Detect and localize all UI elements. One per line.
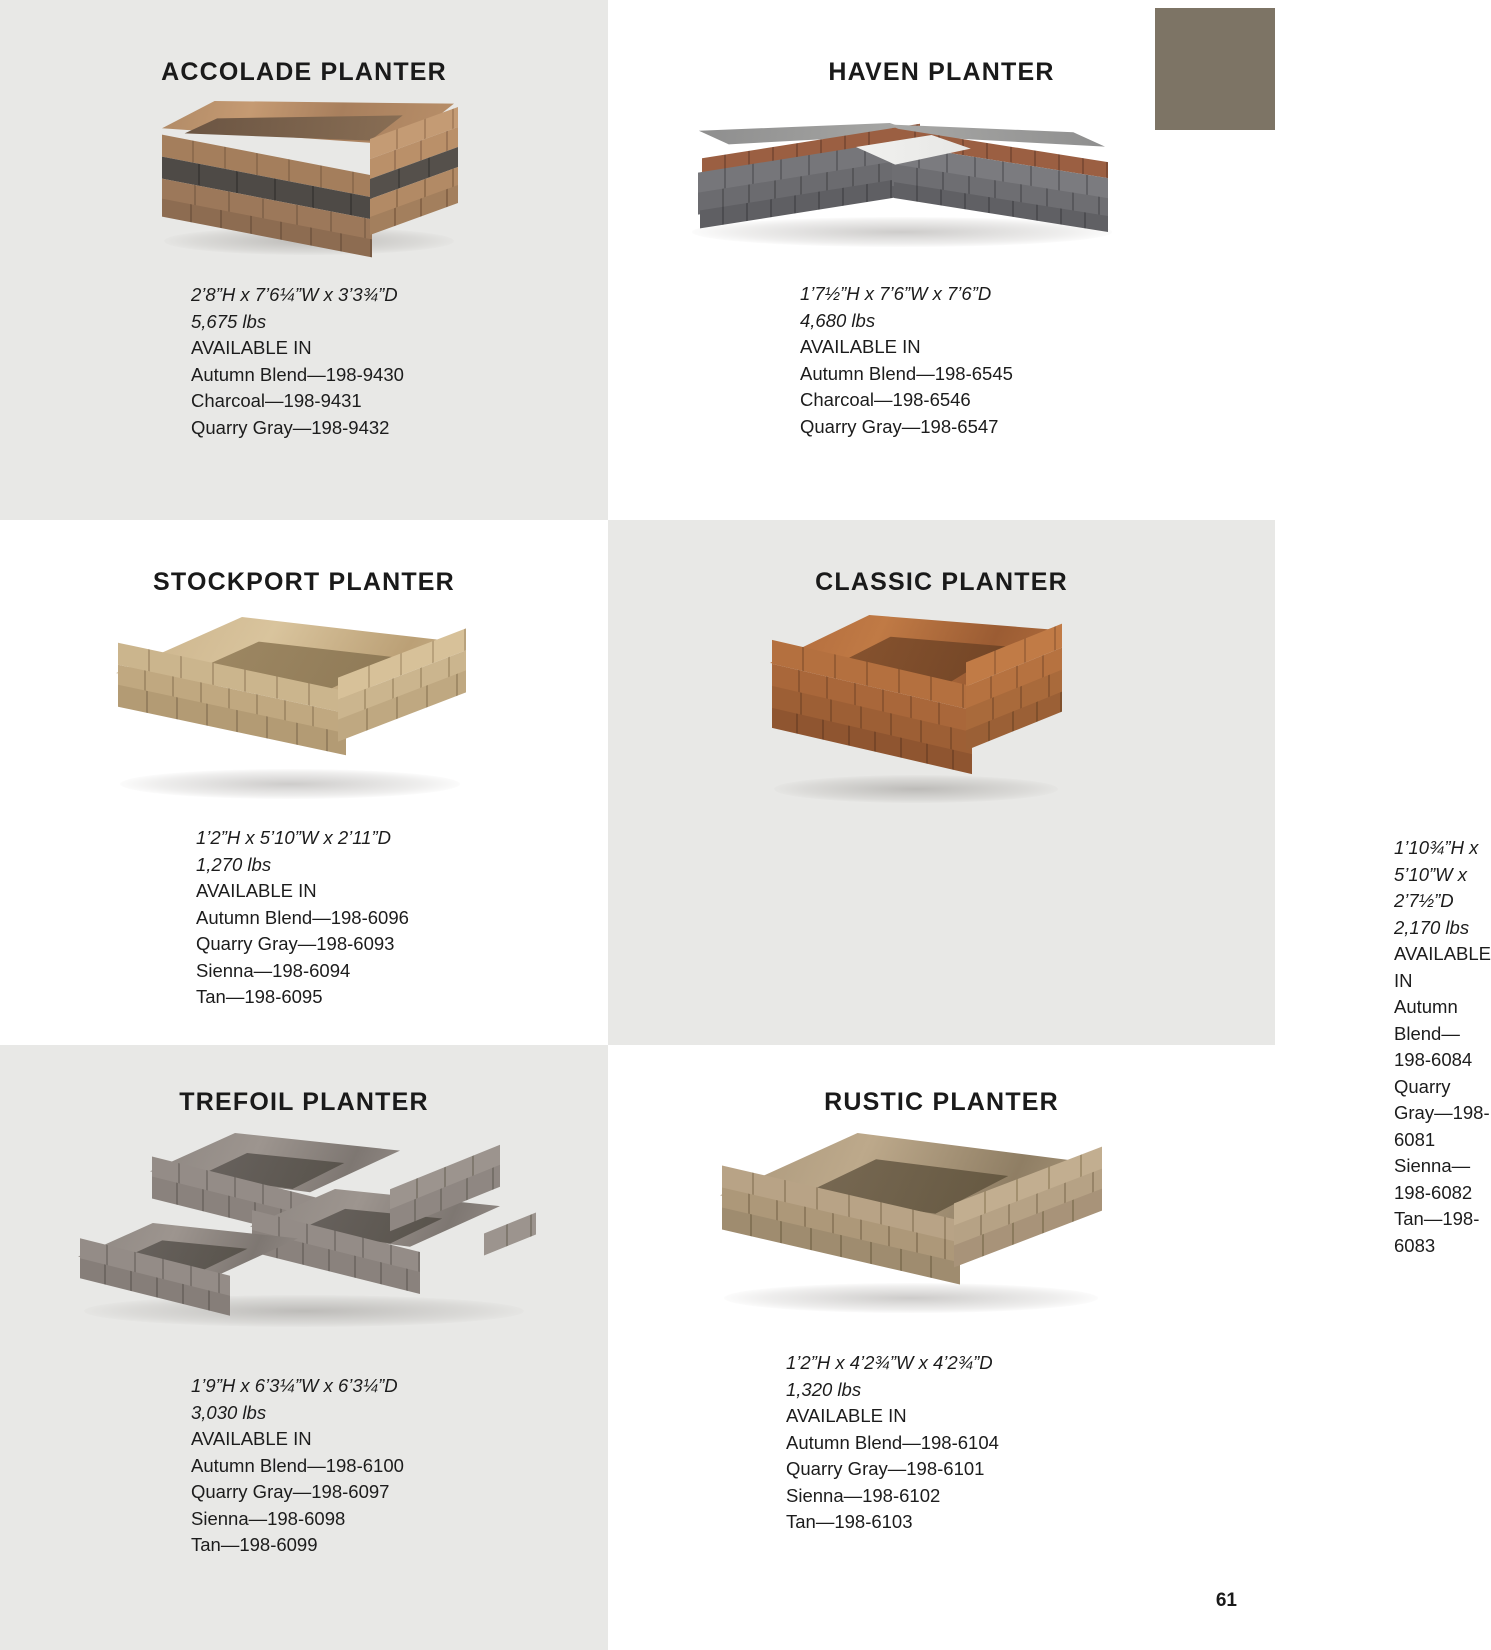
available-in-label: AVAILABLE IN <box>196 880 317 901</box>
product-card-haven <box>608 0 1275 520</box>
page-number: 61 <box>1215 1590 1237 1611</box>
haven-planter-photo <box>692 105 1112 245</box>
color-option: Tan—198-6083 <box>1394 1208 1480 1256</box>
color-option: Sienna—198-6082 <box>1394 1155 1473 1203</box>
color-option: Autumn Blend—198-6100 <box>191 1454 404 1476</box>
product-weight: 5,675 lbs <box>191 310 267 332</box>
classic-planter-photo <box>766 613 1066 803</box>
product-specs <box>786 1350 1275 1536</box>
color-option: Charcoal—198-9431 <box>191 390 362 411</box>
stockport-planter-photo <box>110 613 470 803</box>
color-option: Quarry Gray—198-9432 <box>191 416 390 438</box>
product-specs <box>191 1373 608 1559</box>
color-option: Quarry Gray—198-6101 <box>786 1458 985 1479</box>
color-option: Quarry Gray—198-6097 <box>191 1481 390 1502</box>
product-weight: 1,270 lbs <box>196 853 272 875</box>
color-option: Charcoal—198-6546 <box>800 389 971 410</box>
available-in-label: AVAILABLE IN <box>786 1405 907 1426</box>
color-option: Quarry Gray—198-6547 <box>800 415 999 437</box>
color-option: Sienna—198-6098 <box>191 1507 346 1529</box>
color-option: Autumn Blend—198-6545 <box>800 362 1013 384</box>
product-card-trefoil <box>0 1045 608 1650</box>
color-option: Tan—198-6095 <box>196 986 323 1007</box>
available-in-label: AVAILABLE IN <box>191 337 312 358</box>
product-title: ACCOLADE PLANTER <box>161 58 447 86</box>
product-weight: 2,170 lbs <box>1394 916 1470 938</box>
color-option: Autumn Blend—198-6096 <box>196 906 409 928</box>
available-in-label: AVAILABLE IN <box>191 1428 312 1449</box>
product-dimensions: 2’8”H x 7’6¼”W x 3’3¾”D <box>191 284 398 305</box>
available-in-label: AVAILABLE IN <box>800 336 921 357</box>
product-dimensions: 1’10¾”H x 5’10”W x 2’7½”D <box>1394 837 1479 911</box>
product-weight: 4,680 lbs <box>800 309 876 331</box>
product-weight: 3,030 lbs <box>191 1401 267 1423</box>
trefoil-planter-photo <box>74 1127 534 1327</box>
color-option: Autumn Blend—198-6084 <box>1394 996 1473 1070</box>
product-title: CLASSIC PLANTER <box>815 568 1068 596</box>
accolade-planter-photo <box>158 99 458 254</box>
product-dimensions: 1’2”H x 5’10”W x 2’11”D <box>196 827 391 848</box>
color-option: Tan—198-6103 <box>786 1511 913 1532</box>
product-specs <box>191 282 608 441</box>
product-title: HAVEN PLANTER <box>828 58 1055 86</box>
color-option: Autumn Blend—198-6104 <box>786 1431 999 1453</box>
color-option: Sienna—198-6094 <box>196 959 351 981</box>
product-specs <box>196 825 608 1011</box>
color-option: Tan—198-6099 <box>191 1534 318 1555</box>
rustic-planter-photo <box>716 1131 1106 1316</box>
product-title: STOCKPORT PLANTER <box>153 568 455 596</box>
product-card-accolade <box>0 0 608 520</box>
color-option: Sienna—198-6102 <box>786 1484 941 1506</box>
color-option: Quarry Gray—198-6081 <box>1394 1075 1490 1150</box>
product-card-stockport <box>0 520 608 1045</box>
available-in-label: AVAILABLE IN <box>1394 943 1491 991</box>
product-card-rustic <box>608 1045 1275 1650</box>
product-title: TREFOIL PLANTER <box>179 1088 429 1116</box>
product-dimensions: 1’9”H x 6’3¼”W x 6’3¼”D <box>191 1375 398 1396</box>
product-weight: 1,320 lbs <box>786 1378 862 1400</box>
product-dimensions: 1’7½”H x 7’6”W x 7’6”D <box>800 283 992 304</box>
product-specs <box>1394 835 1491 1259</box>
product-dimensions: 1’2”H x 4’2¾”W x 4’2¾”D <box>786 1352 993 1373</box>
color-option: Quarry Gray—198-6093 <box>196 933 395 954</box>
product-specs <box>800 281 1275 440</box>
color-option: Autumn Blend—198-9430 <box>191 363 404 385</box>
product-title: RUSTIC PLANTER <box>824 1088 1059 1116</box>
